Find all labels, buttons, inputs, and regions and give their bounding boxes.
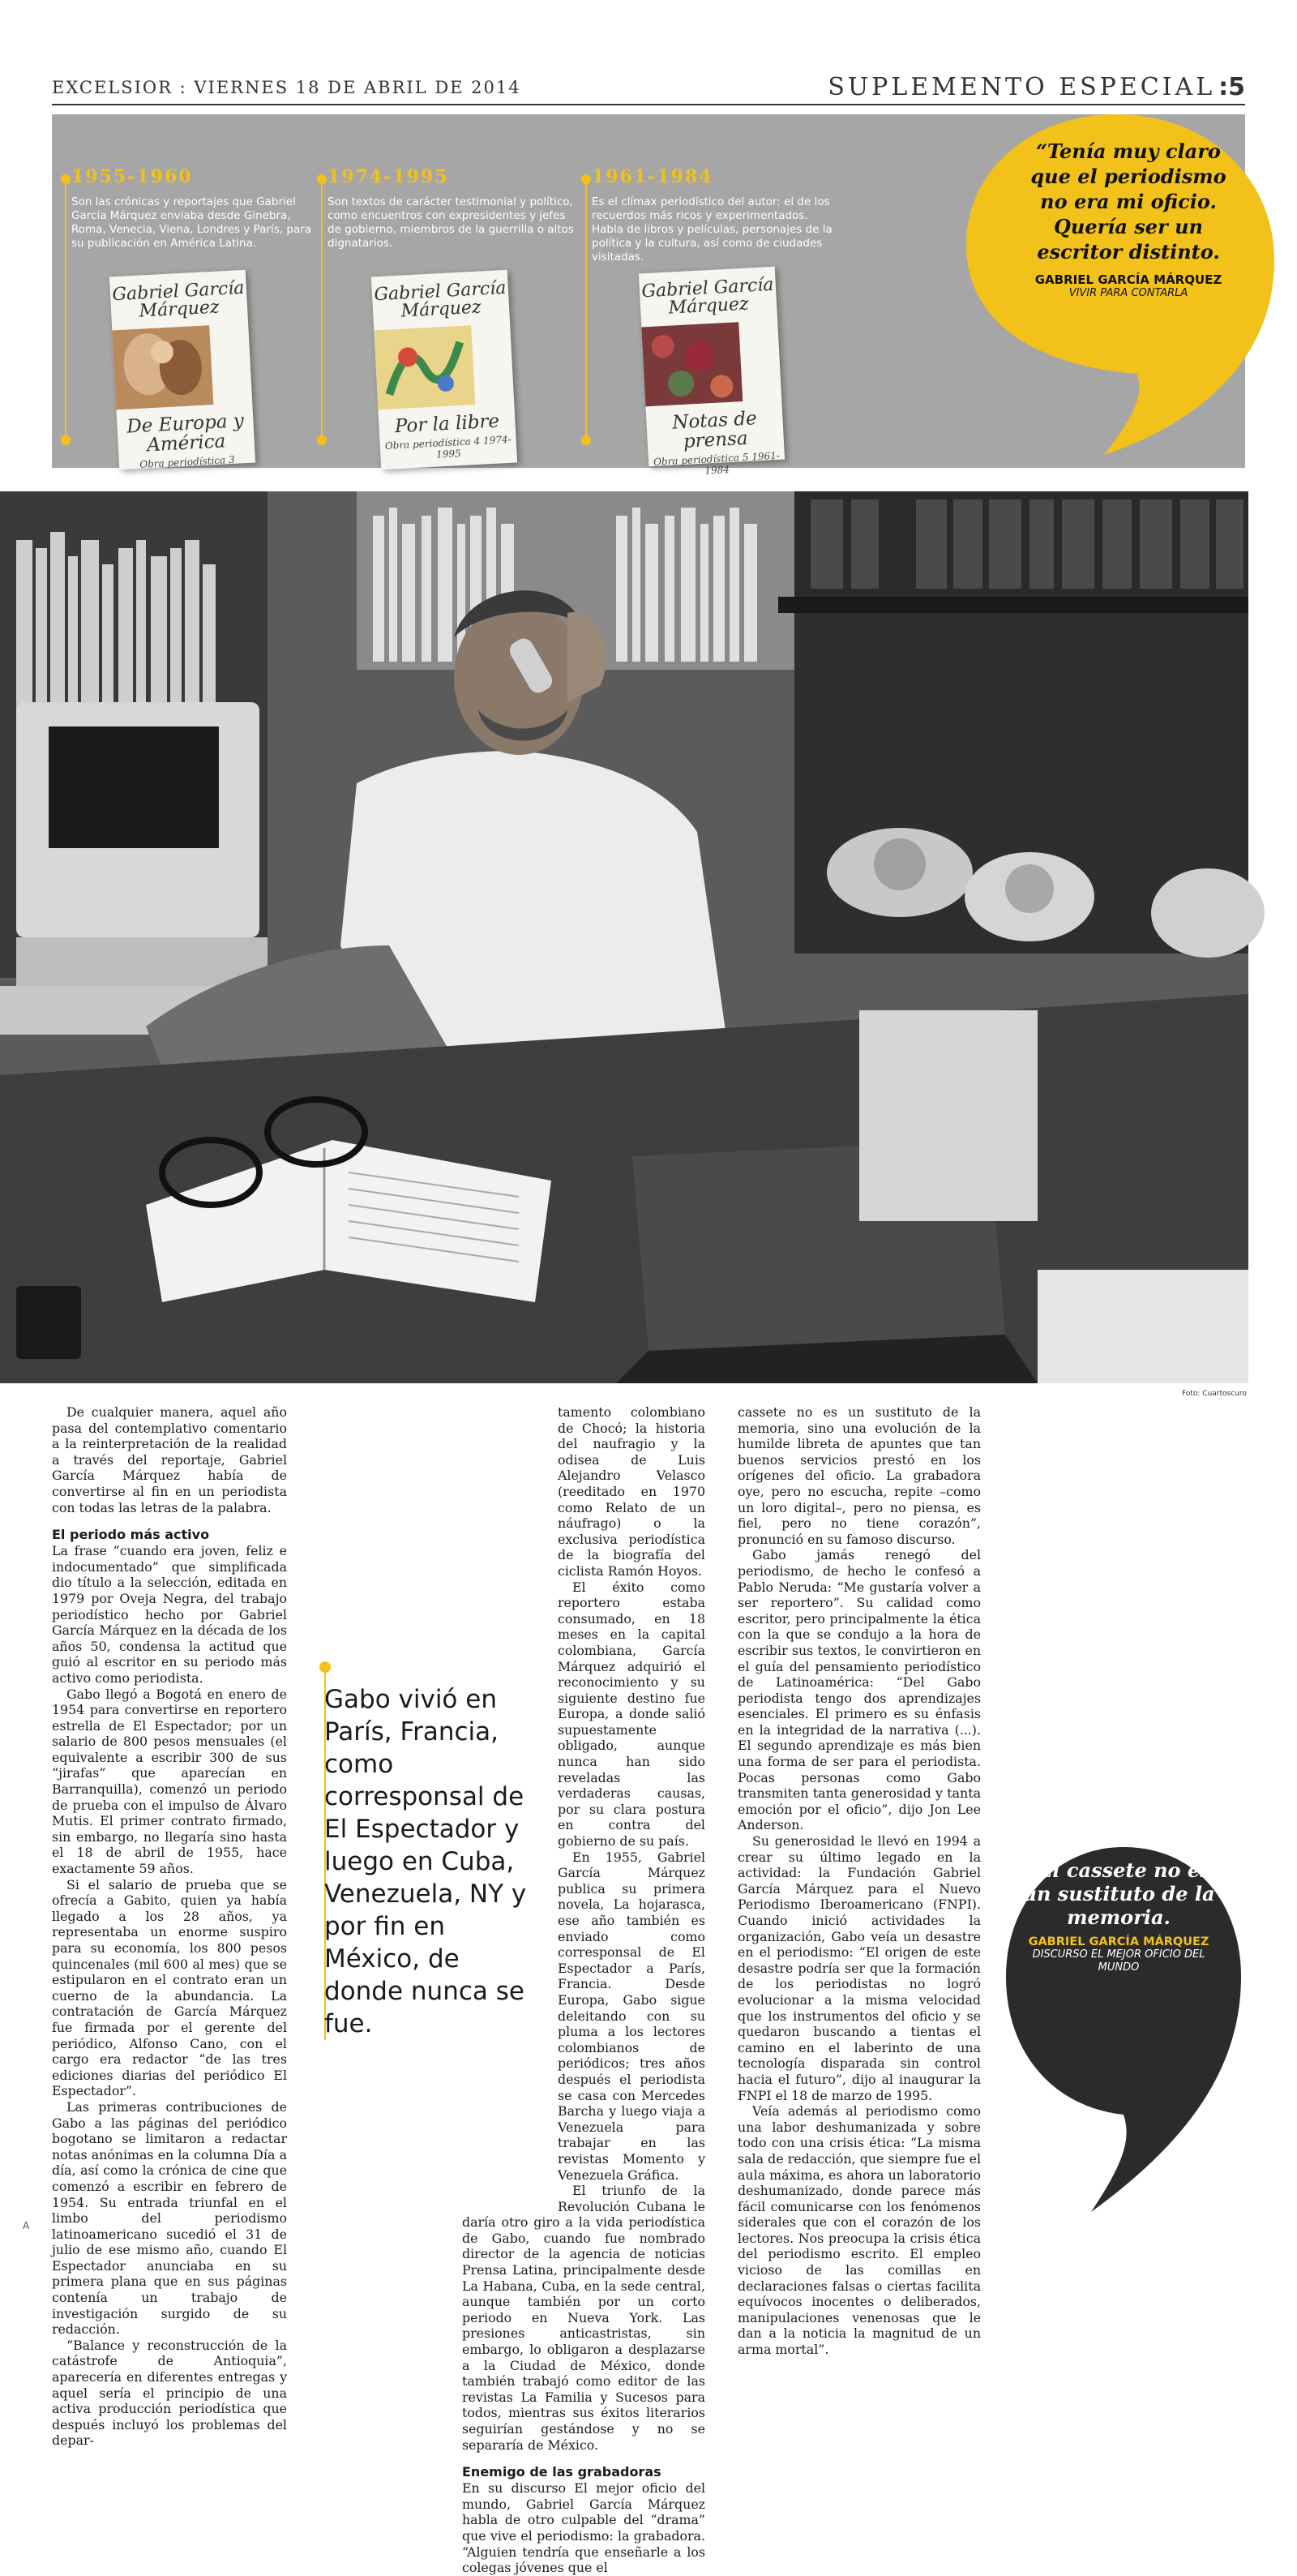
timeline-description: Es el clímax periodístico del autor: el de los recuerdos más ricos y experimentados. Habla de libros y películas, personajes de la política y la cultura, así como de ciudades visitadas. [592,195,833,264]
book-cover-de-europa [109,270,255,469]
article-paragraph: El triunfo de la Revolución Cubana le daría otro giro a la vida periodística de Gabo, cuando fue nombrado director de la agencia de noticias Prensa Latina, principalmente desde La Habana, Cuba, en la sede central, aunque también por un corto periodo en Nueva York. Las presiones anticastristas, sin embargo, lo obligaron a desplazarse a la Ciudad de México, donde también trabajó como editor de las revistas La Familia y Sucesos para todos, mientras sus éxitos literarios seguirían gestándose y no se separaría de México. [462,2183,705,2453]
section-title [828,73,1245,101]
article-column-2 [462,1404,705,2576]
timeline-description: Son textos de carácter testimonial y político, como encuentros con expresidentes y jefes de gobierno, miembros de la guerrilla o altos dignatarios. [327,195,574,250]
article-paragraph: Si el salario de prueba que se ofrecía a Gabito, quien ya había llegado a los 28 años, ya representaba un enorme suspiro para su economía, los 800 pesos quincenales (mil 600 al mes) que se estipularon en el contrato eran un cuerno de la abundancia. La contratación de García Márquez fue firmada por el gerente del periódico, Alfonso Cano, con el cargo era redactor “de las tres ediciones diarias del periódico El Espectador”. [52,1876,287,2099]
book-author: Gabriel García Márquez [373,277,507,322]
photo-writer-on-phone [0,491,1248,1383]
subheading: El periodo más activo [52,1527,210,1543]
book-art-icon [112,325,213,409]
section-name: SUPLEMENTO ESPECIAL [828,73,1216,101]
book-author: Gabriel García Márquez [640,274,775,319]
article-column-3 [738,1404,981,2358]
timeline-dot [317,174,327,184]
timeline-years: 1961-1984 [592,166,713,187]
timeline-years: 1955-1960 [71,166,193,187]
article-paragraph: Veía además al periodismo como una labor deshumanizada y sobre todo con una crisis ética: “La misma sala de redacción, que siempre fue el aula máxima, es ahora un laboratorio deshumanizado, donde parece más fácil comunicarse con los fenómenos siderales que con el corazón de los lectores. Nos preocupa la crisis ética del periodismo escrito. El empleo vicioso de las comillas en declaraciones falsas o ciertas facilita equívocos inocentes o deliberados, manipulaciones venenosas que le dan a la noticia la magnitud de un arma mortal”. [738,2103,981,2358]
photo-credit: Foto: Cuartoscuro [1182,1390,1247,1398]
book-subtitle: Obra periodística 5 1961-1984 [653,449,781,477]
timeline-dot [317,435,327,445]
page-number: :5 [1218,73,1245,101]
book-subtitle: Obra periodística 3 [139,453,235,470]
quote-text: “El cassete no es un sustituto de la memoria. [1022,1858,1215,1929]
article-paragraph: En 1955, Gabriel García Márquez publica su primera novela, La hojarasca, ese año también es enviado como corresponsal de El Espectador a París, Francia. Desde Europa, Gabo sigue deleitando con su pluma a los lectores colombianos de periódicos; tres años después el periodista se casa con Mercedes Barcha y luego viaja a Venezuela para trabajar en las revistas Momento y Venezuela Gráfica. [558,1849,705,2183]
article-paragraph: Gabo jamás renegó del periodismo, de hecho le confesó a Pablo Neruda: “Me gustaría volver a ser reportero”. Su calidad como escritor, pero principalmente la ética con la que se condujo a la hora de escribir sus textos, le convirtieron en el guía del pensamiento periodístico de Latinoamérica: “Del Gabo periodista tengo dos aprendizajes esenciales. El primero es su énfasis en la integridad de la narrativa (...). El segundo aprendizaje es más bien una forma de ser para el periodista. Pocas personas como Gabo transmiten tanta generosidad y tanta emoción por el oficio”, dijo Jon Lee Anderson. [738,1547,981,1833]
article-paragraph: cassete no es un sustituto de la memoria, sino una evolución de la humilde libreta de apuntes que tan buenos servicios prestó en los orígenes del oficio. La grabadora oye, pero no escucha, repite –como un loro digital–, pero no piensa, es fiel, pero no tiene corazón”, pronunció en su famoso discurso. [738,1404,981,1547]
timeline-description: Son las crónicas y reportajes que Gabriel García Márquez enviaba desde Ginebra, Roma, Venecia, Viena, Londres y París, para su publicación en América Latina. [71,195,312,250]
book-art-icon [641,322,743,406]
article-paragraph: En su discurso El mejor oficio del mundo, Gabriel García Márquez habla de otro culpable del “drama” que vive el periodismo: la grabadora. “Alguien tendría que enseñarle a los colegas jóvenes que el [462,2480,705,2576]
book-cover-notas-de-prensa [639,267,785,477]
pull-quote-text: Gabo vivió en París, Francia, como corresponsal de El Espectador y luego en Cuba, Venezuela, NY y por fin en México, de donde nunca se fue. [324,1685,527,2038]
timeline-dot [581,435,591,445]
timeline-item-1974 [327,166,575,251]
article-paragraph: De cualquier manera, aquel año pasa del contemplativo comentario a la reinterpretación de la realidad a través del reportaje, Gabriel García Márquez había de convertirse al fin en un periodista con todas las letras de la palabra. [52,1404,287,1515]
article-paragraph: Gabo llegó a Bogotá en enero de 1954 para convertirse en reportero estrella de El Espectador; por un salario de 800 pesos mensuales (el equivalente a escribir 300 de sus “jirafas” que aparecían en Barranquilla), comenzó un periodo de prueba con el impulso de Álvaro Mutis. El primer contrato firmado, sin embargo, no llegaría sino hasta el 18 de abril de 1955, hace exactamente 59 años. [52,1686,287,1877]
timeline-dot [581,174,591,184]
book-title: Por la libre [394,410,500,438]
book-art-icon [374,325,475,409]
article-paragraph: El éxito como reportero estaba consumado, en 18 meses en la capital colombiana, García Márquez adquirió el reconocimiento y su siguiente destino fue Europa, a donde salió supuestamente obligado, aunque nunca han sido reveladas las verdaderas causas, por su clara postura en contra del gobierno de su país. [558,1579,705,1849]
quote-text: “Tenía muy claro que el periodismo no era mi oficio. Quería ser un escritor distinto. [1030,139,1226,264]
book-author: Gabriel García Márquez [111,277,246,322]
book-title: Notas de prensa [671,408,758,452]
page-marker: A [23,2220,30,2231]
quote-author: GABRIEL GARCÍA MÁRQUEZ [1034,272,1222,287]
article-paragraph: “Balance y reconstrucción de la catástrofe de Antioquia”, aparecería en diferentes entregas y aquel sería el principio de una activa producción periodística que después incluyó los problemas del depar- [52,2337,287,2449]
quote-source: VIVIR PARA CONTARLA [1068,287,1188,299]
article-column-1 [52,1404,287,2449]
timeline-dot [61,435,71,445]
pull-quote-bottom [1013,1858,1224,1974]
book-title: De Europa y América [126,410,245,456]
timeline-line [585,179,587,443]
main-photo [0,491,1248,1383]
article-paragraph: Las primeras contribuciones de Gabo a las páginas del periódico bogotano se limitaron a redactar notas anónimas en la columna Día a día, así como la crónica de cine que comenzó a escribir en febrero de 1954. Su entrada triunfal en el limbo del periodismo latinoamericano sucedió el 31 de julio de ese mismo año, cuando El Espectador anunciaba en su primera plana que en sus páginas contenía un trabajo de investigación surgido de su redacción. [52,2098,287,2338]
quote-author: GABRIEL GARCÍA MÁRQUEZ [1028,1935,1209,1948]
pull-quote-top [1019,139,1238,299]
quote-source: DISCURSO EL MEJOR OFICIO DEL MUNDO [1032,1948,1205,1974]
timeline-line [65,179,66,443]
timeline-item-1955 [71,166,319,251]
timeline-band [52,114,1245,477]
article-paragraph: La frase “cuando era joven, feliz e indocumentado” que simplificada dio título a la selección, editada en 1979 por Oveja Negra, del trabajo periodístico hecho por Gabriel García Márquez en la década de los años 50, condensa la actitud que guió al escritor en su periodo más activo como periodista. [52,1543,287,1686]
article-paragraph: tamento colombiano de Chocó; la historia del naufragio y la odisea de Luis Alejandro Velasco (reeditado en 1970 como Relato de un náufrago) o la exclusiva periodística de la biografía del ciclista Ramón Hoyos. [558,1404,705,1579]
edition-dateline: EXCELSIOR : VIERNES 18 DE ABRIL DE 2014 [52,78,521,97]
timeline-dot [61,174,71,184]
timeline-line [321,179,323,443]
subheading: Enemigo de las grabadoras [462,2464,661,2480]
timeline-years: 1974-1995 [327,166,449,187]
book-cover-por-la-libre [371,270,517,469]
timeline-item-1961 [592,166,839,264]
article-paragraph: Su generosidad le llevó en 1994 a crear su último legado en la actividad: la Fundación Gabriel García Márquez para el Nuevo Periodismo Iberoamericano (FNPI). Cuando inició actividades la organización, Gabo veía un desastre en el periodismo: “El origen de este desastre podría ser que la formación de los periodistas no logró evolucionar a la misma velocidad que los instrumentos del oficio y se quedaron buscando a tientas el camino en el laberinto de una tecnología disparada sin control hacia el futuro”, dijo al inaugurar la FNPI el 18 de marzo de 1995. [738,1833,981,2103]
book-subtitle: Obra periodística 4 1974-1995 [384,433,512,461]
